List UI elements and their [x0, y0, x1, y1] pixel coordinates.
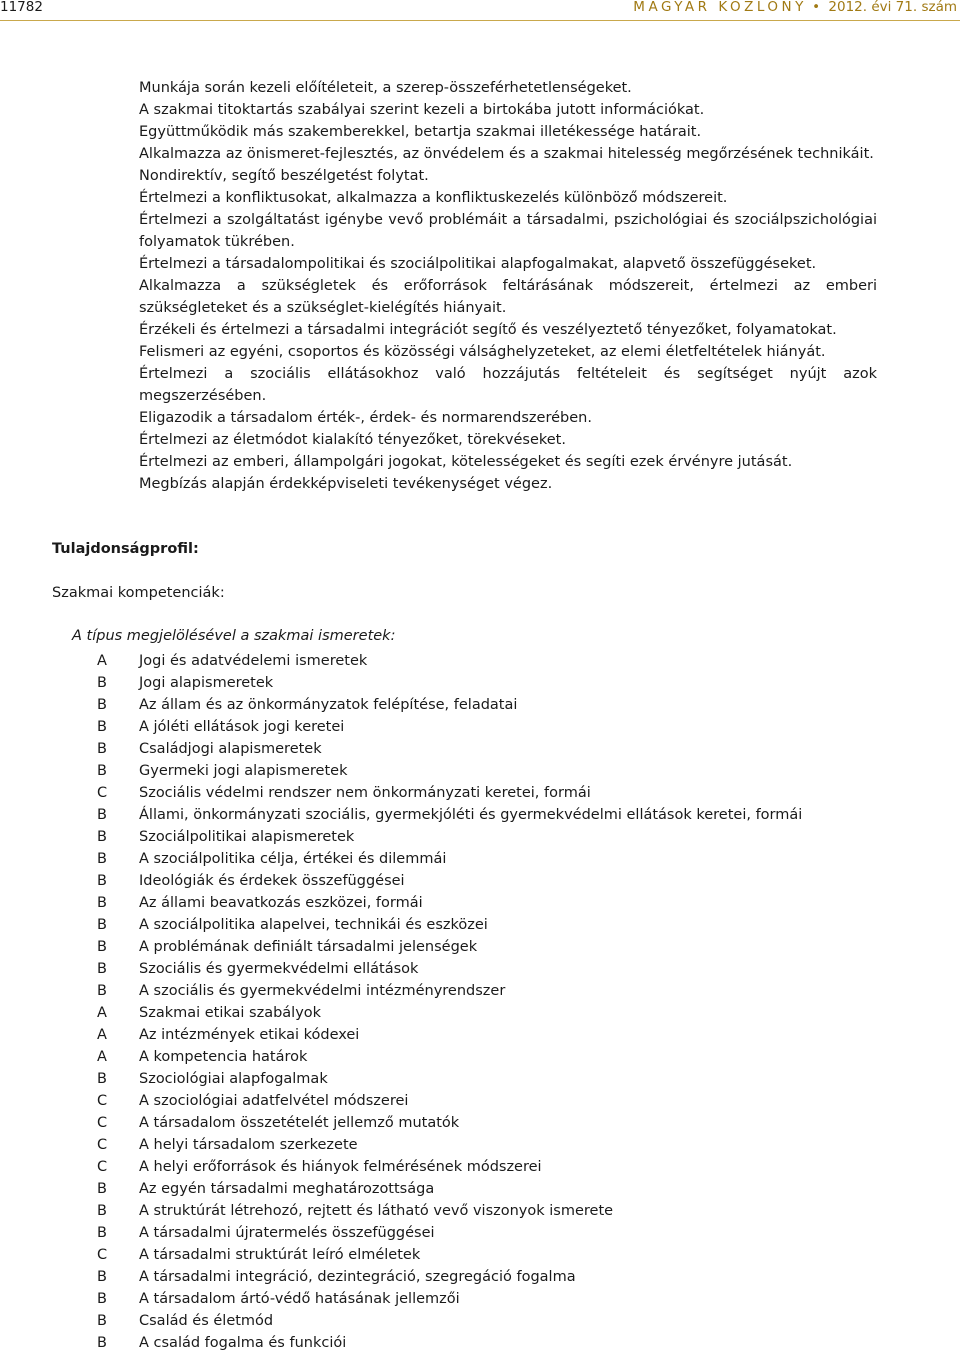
- knowledge-text: Család és életmód: [139, 1313, 274, 1329]
- knowledge-text: Családjogi alapismeretek: [139, 741, 322, 757]
- knowledge-type: B: [97, 741, 107, 757]
- knowledge-type: B: [97, 1269, 107, 1285]
- competence-item: Munkája során kezeli előítéleteit, a szerep-összeférhetetlenségeket.: [139, 80, 632, 96]
- knowledge-type: B: [97, 917, 107, 933]
- knowledge-text: A társadalom összetételét jellemző mutatók: [139, 1115, 460, 1131]
- journal-title: MAGYAR KÖZLÖNY: [633, 0, 807, 15]
- knowledge-type: B: [97, 851, 107, 867]
- knowledge-item: [97, 672, 877, 694]
- knowledge-type: B: [97, 983, 107, 999]
- knowledge-text: A szociális és gyermekvédelmi intézményrendszer: [139, 983, 506, 999]
- knowledge-type: B: [97, 807, 107, 823]
- competence-item: A szakmai titoktartás szabályai szerint kezeli a birtokába jutott információkat.: [139, 102, 705, 118]
- issue-number: 2012. évi 71. szám: [828, 0, 957, 15]
- knowledge-text: A jóléti ellátások jogi keretei: [139, 719, 345, 735]
- knowledge-item: [97, 1024, 877, 1046]
- knowledge-text: Szociális és gyermekvédelmi ellátások: [139, 961, 419, 977]
- knowledge-text: Ideológiák és érdekek összefüggései: [139, 873, 405, 889]
- knowledge-item: [97, 694, 877, 716]
- knowledge-text: Az egyén társadalmi meghatározottsága: [139, 1181, 435, 1197]
- knowledge-type: C: [97, 1159, 108, 1175]
- competence-item: Értelmezi a társadalompolitikai és szociálpolitikai alapfogalmakat, alapvető összefüggéseket.: [139, 256, 817, 272]
- knowledge-type: C: [97, 1137, 108, 1153]
- competence-item: Felismeri az egyéni, csoportos és közösségi válsághelyzeteket, az elemi életfeltételek hiányát.: [139, 344, 826, 360]
- knowledge-type: A: [97, 1005, 107, 1021]
- header-divider: [0, 20, 960, 21]
- knowledge-type: A: [97, 1027, 107, 1043]
- knowledge-text: Szociális védelmi rendszer nem önkormányzati keretei, formái: [139, 785, 591, 801]
- knowledge-item: [97, 936, 877, 958]
- knowledge-item: [97, 782, 877, 804]
- knowledge-item: [97, 1288, 877, 1310]
- knowledge-text: A kompetencia határok: [139, 1049, 308, 1065]
- competence-item: Érzékeli és értelmezi a társadalmi integrációt segítő és veszélyeztető tényezőket, folyamatokat.: [139, 322, 837, 338]
- knowledge-type: A: [97, 653, 107, 669]
- knowledge-text: Jogi alapismeretek: [139, 675, 274, 691]
- knowledge-item: [97, 650, 877, 672]
- knowledge-text: Gyermeki jogi alapismeretek: [139, 763, 348, 779]
- competence-item: Értelmezi az emberi, állampolgári jogokat, kötelességeket és segíti ezek érvényre jutását.: [139, 454, 793, 470]
- knowledge-type: C: [97, 785, 108, 801]
- header-separator: •: [812, 0, 821, 15]
- knowledge-item: [97, 914, 877, 936]
- knowledge-type: B: [97, 1225, 107, 1241]
- journal-info: [633, 0, 957, 14]
- knowledge-type: B: [97, 873, 107, 889]
- knowledge-item: [97, 1090, 877, 1112]
- knowledge-item: [97, 826, 877, 848]
- knowledge-item: [97, 1178, 877, 1200]
- profile-label: Tulajdonságprofil:: [52, 541, 199, 557]
- knowledge-item: [97, 716, 877, 738]
- knowledge-text: A helyi társadalom szerkezete: [139, 1137, 358, 1153]
- knowledge-text: A helyi erőforrások és hiányok felmérésének módszerei: [139, 1159, 542, 1175]
- knowledge-type: B: [97, 1181, 107, 1197]
- knowledge-item: [97, 804, 877, 826]
- knowledge-item: [97, 1266, 877, 1288]
- knowledge-item: [97, 760, 877, 782]
- knowledge-text: A társadalmi integráció, dezintegráció, szegregáció fogalma: [139, 1269, 576, 1285]
- knowledge-text: Szakmai etikai szabályok: [139, 1005, 322, 1021]
- competence-item: Nondirektív, segítő beszélgetést folytat.: [139, 168, 429, 184]
- knowledge-item: [97, 1156, 877, 1178]
- knowledge-text: A család fogalma és funkciói: [139, 1335, 347, 1351]
- knowledge-item: [97, 980, 877, 1002]
- knowledge-type: B: [97, 939, 107, 955]
- knowledge-type: B: [97, 961, 107, 977]
- competence-item: Értelmezi az életmódot kialakító tényezőket, törekvéseket.: [139, 432, 566, 448]
- knowledge-text: A társadalmi struktúrát leíró elméletek: [139, 1247, 421, 1263]
- knowledge-item: [97, 958, 877, 980]
- knowledge-type: B: [97, 1313, 107, 1329]
- knowledge-type: A: [97, 1049, 107, 1065]
- knowledge-item: [97, 1200, 877, 1222]
- knowledge-type: B: [97, 1291, 107, 1307]
- knowledge-item: [97, 1112, 877, 1134]
- competence-item: Értelmezi a szolgáltatást igénybe vevő problémáit a társadalmi, pszichológiai és szociálpszichológiai folyamatok tükrében.: [139, 212, 877, 250]
- knowledge-item: [97, 870, 877, 892]
- knowledge-type: B: [97, 697, 107, 713]
- knowledge-item: [97, 738, 877, 760]
- knowledge-text: Az állami beavatkozás eszközei, formái: [139, 895, 423, 911]
- knowledge-item: [97, 1046, 877, 1068]
- knowledge-item: [97, 1002, 877, 1024]
- knowledge-item: [97, 1244, 877, 1266]
- knowledge-item: [97, 1332, 877, 1354]
- competence-item: Értelmezi a szociális ellátásokhoz való hozzájutás feltételeit és segítséget nyújt azok megszerzésében.: [139, 366, 877, 404]
- competence-list: [139, 77, 877, 495]
- knowledge-text: A problémának definiált társadalmi jelenségek: [139, 939, 478, 955]
- knowledge-type: B: [97, 1071, 107, 1087]
- competence-item: Megbízás alapján érdekképviseleti tevékenységet végez.: [139, 476, 553, 492]
- knowledge-text: A struktúrát létrehozó, rejtett és látható vevő viszonyok ismerete: [139, 1203, 614, 1219]
- knowledge-text: Jogi és adatvédelemi ismeretek: [139, 653, 368, 669]
- knowledge-type: B: [97, 895, 107, 911]
- knowledge-text: A szociálpolitika alapelvei, technikái és eszközei: [139, 917, 488, 933]
- knowledge-list: [97, 650, 877, 1354]
- knowledge-type: C: [97, 1115, 108, 1131]
- competence-item: Értelmezi a konfliktusokat, alkalmazza a konfliktuskezelés különböző módszereit.: [139, 190, 728, 206]
- knowledge-type: C: [97, 1093, 108, 1109]
- knowledge-type: C: [97, 1247, 108, 1263]
- knowledge-item: [97, 1134, 877, 1156]
- knowledge-text: Állami, önkormányzati szociális, gyermekjóléti és gyermekvédelmi ellátások keretei, formái: [139, 807, 803, 823]
- knowledge-text: A társadalom ártó-védő hatásának jellemzői: [139, 1291, 460, 1307]
- knowledge-text: A társadalmi újratermelés összefüggései: [139, 1225, 435, 1241]
- knowledge-type: B: [97, 763, 107, 779]
- knowledge-item: [97, 848, 877, 870]
- competence-item: Alkalmazza az önismeret-fejlesztés, az önvédelem és a szakmai hitelesség megőrzésének technikáit.: [139, 146, 874, 162]
- knowledge-item: [97, 1222, 877, 1244]
- knowledge-item: [97, 1310, 877, 1332]
- knowledge-text: Szociológiai alapfogalmak: [139, 1071, 328, 1087]
- knowledge-heading: A típus megjelölésével a szakmai ismeretek:: [72, 628, 396, 644]
- knowledge-text: Az állam és az önkormányzatok felépítése, feladatai: [139, 697, 518, 713]
- knowledge-type: B: [97, 1335, 107, 1351]
- knowledge-item: [97, 1068, 877, 1090]
- knowledge-text: A szociológiai adatfelvétel módszerei: [139, 1093, 409, 1109]
- competence-item: Együttműködik más szakemberekkel, betartja szakmai illetékessége határait.: [139, 124, 702, 140]
- knowledge-text: Szociálpolitikai alapismeretek: [139, 829, 355, 845]
- knowledge-type: B: [97, 829, 107, 845]
- knowledge-type: B: [97, 719, 107, 735]
- knowledge-item: [97, 892, 877, 914]
- skills-label: Szakmai kompetenciák:: [52, 585, 225, 601]
- knowledge-type: B: [97, 675, 107, 691]
- competence-item: Eligazodik a társadalom érték-, érdek- és normarendszerében.: [139, 410, 592, 426]
- competence-item: Alkalmazza a szükségletek és erőforrások feltárásának módszereit, értelmezi az emberi szükségleteket és a szükséglet-kielégítés hiányait.: [139, 278, 877, 316]
- page-number: 11782: [0, 0, 43, 15]
- knowledge-text: A szociálpolitika célja, értékei és dilemmái: [139, 851, 447, 867]
- knowledge-type: B: [97, 1203, 107, 1219]
- knowledge-text: Az intézmények etikai kódexei: [139, 1027, 360, 1043]
